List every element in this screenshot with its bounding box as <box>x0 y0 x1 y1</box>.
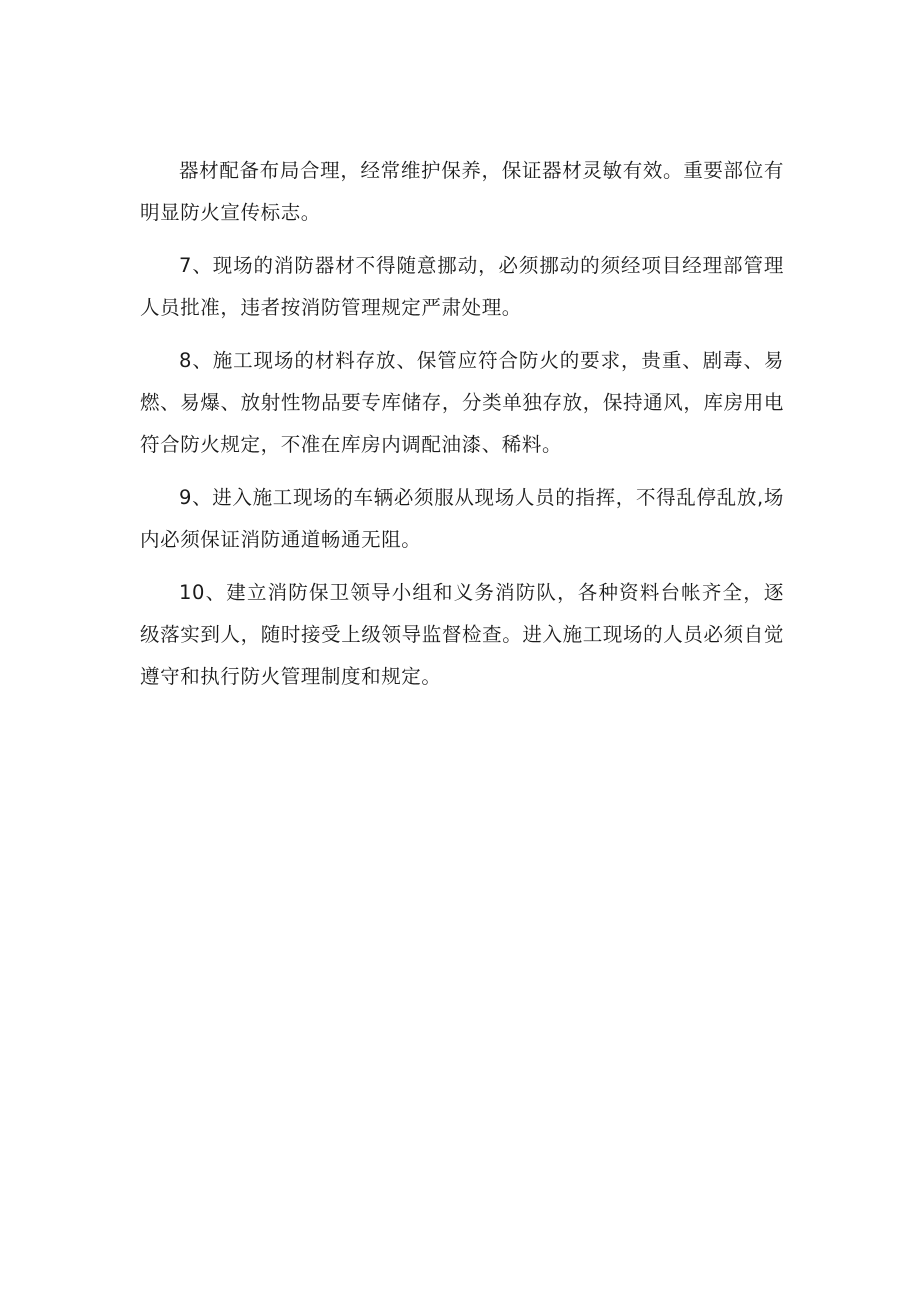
paragraph-item-10: 10、建立消防保卫领导小组和义务消防队，各种资料台帐齐全，逐级落实到人，随时接受上级领导监督检查。进入施工现场的人员必须自觉遵守和执行防火管理制度和规定。 <box>140 581 784 688</box>
paragraph-equipment-layout: 器材配备布局合理，经常维护保养，保证器材灵敏有效。重要部位有明显防火宣传标志。 <box>140 159 784 224</box>
document-body <box>140 150 784 709</box>
paragraph-item-8: 8、施工现场的材料存放、保管应符合防火的要求，贵重、剧毒、易燃、易爆、放射性物品要专库储存，分类单独存放，保持通风，库房用电符合防火规定，不准在库房内调配油漆、稀料。 <box>140 349 784 456</box>
paragraph-item-9: 9、进入施工现场的车辆必须服从现场人员的指挥，不得乱停乱放,场内必须保证消防通道畅通无阻。 <box>140 486 784 551</box>
paragraph-item-7: 7、现场的消防器材不得随意挪动，必须挪动的须经项目经理部管理人员批准，违者按消防管理规定严肃处理。 <box>140 254 784 319</box>
